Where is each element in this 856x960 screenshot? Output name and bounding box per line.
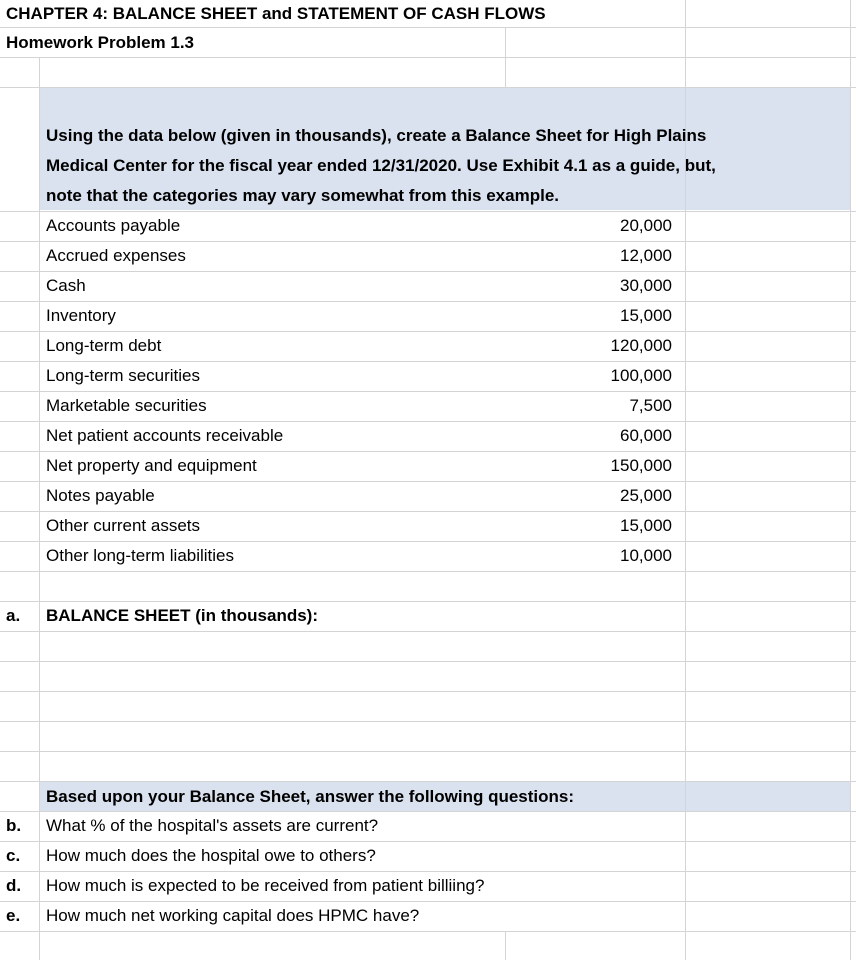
data-item-label: Marketable securities xyxy=(46,396,207,415)
section-a-letter: a. xyxy=(6,606,21,625)
balance-sheet-heading: BALANCE SHEET (in thousands): xyxy=(46,606,318,625)
question-text: How much net working capital does HPMC have? xyxy=(46,906,420,925)
data-item-value: 25,000 xyxy=(620,486,672,505)
question-letter: d. xyxy=(6,876,22,895)
instructions-paragraph xyxy=(46,121,836,211)
instructions-line: Medical Center for the fiscal year ended 12/31/2020. Use Exhibit 4.1 as a guide, but, xyxy=(46,156,716,175)
question-letter: c. xyxy=(6,846,21,865)
data-item-label: Long-term securities xyxy=(46,366,201,385)
data-item-value: 100,000 xyxy=(610,366,672,385)
data-item-label: Cash xyxy=(46,276,86,295)
data-item-value: 15,000 xyxy=(620,306,672,325)
data-item-value: 7,500 xyxy=(629,396,672,415)
data-item-label: Net patient accounts receivable xyxy=(46,426,284,445)
data-item-value: 30,000 xyxy=(620,276,672,295)
data-item-label: Other long-term liabilities xyxy=(46,546,235,565)
data-item-value: 150,000 xyxy=(610,456,672,475)
instructions-line: Using the data below (given in thousands), create a Balance Sheet for High Plains xyxy=(46,126,707,145)
data-item-value: 10,000 xyxy=(620,546,672,565)
question-text: How much does the hospital owe to others? xyxy=(46,846,376,865)
data-item-label: Net property and equipment xyxy=(46,456,257,475)
page-title: CHAPTER 4: BALANCE SHEET and STATEMENT OF CASH FLOWS xyxy=(6,4,546,23)
question-letter: b. xyxy=(6,816,22,835)
data-item-value: 15,000 xyxy=(620,516,672,535)
questions-intro: Based upon your Balance Sheet, answer the following questions: xyxy=(46,787,575,806)
data-item-value: 12,000 xyxy=(620,246,672,265)
data-item-value: 20,000 xyxy=(620,216,672,235)
data-item-value: 60,000 xyxy=(620,426,672,445)
question-text: How much is expected to be received from patient billiing? xyxy=(46,876,485,895)
data-item-label: Accounts payable xyxy=(46,216,181,235)
data-item-label: Long-term debt xyxy=(46,336,162,355)
data-item-label: Inventory xyxy=(46,306,116,325)
problem-subtitle: Homework Problem 1.3 xyxy=(6,33,195,52)
data-item-label: Notes payable xyxy=(46,486,155,505)
question-letter: e. xyxy=(6,906,21,925)
question-text: What % of the hospital's assets are current? xyxy=(46,816,379,835)
data-item-value: 120,000 xyxy=(610,336,672,355)
data-item-label: Other current assets xyxy=(46,516,201,535)
data-item-label: Accrued expenses xyxy=(46,246,186,265)
instructions-line: note that the categories may vary somewhat from this example. xyxy=(46,186,559,205)
